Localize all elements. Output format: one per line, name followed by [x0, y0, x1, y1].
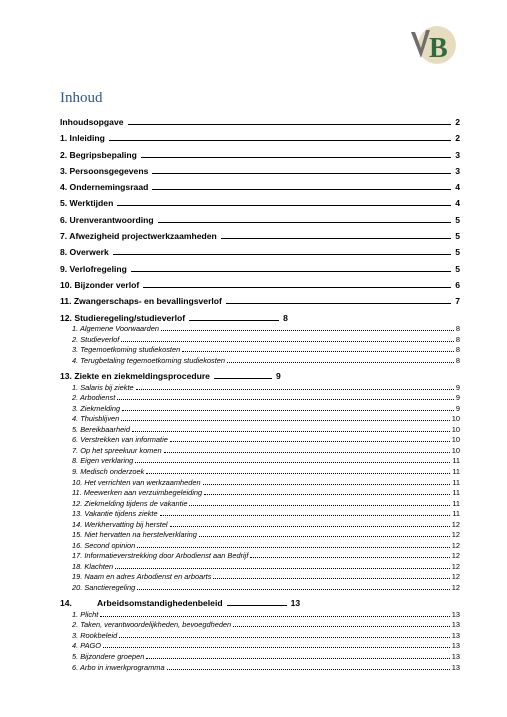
toc-entry[interactable]: [60, 225, 460, 241]
toc-entry-page: 2: [455, 117, 460, 127]
toc-subentry-page: 11: [452, 477, 460, 487]
toc-subentry-label: 1. Salaris bij ziekte: [72, 382, 134, 392]
toc-subentry-label: 6. Verstrekken van informatie: [72, 435, 168, 445]
toc-entry-label: 11. Zwangerschaps- en bevallingsverlof: [60, 296, 222, 307]
toc-subentry[interactable]: [60, 323, 460, 334]
toc-section-14[interactable]: [60, 592, 460, 608]
toc-subentry-page: 12: [451, 582, 460, 592]
toc-subentry[interactable]: [60, 381, 460, 392]
toc-subentry-page: 13: [451, 620, 460, 630]
toc-entry-label: 6. Urenverantwoording: [60, 214, 154, 225]
toc-subentry-label: 17. Informatieverstrekking door Arbodienst aan Bedrijf: [72, 551, 249, 561]
toc-subentry-page: 11: [452, 509, 460, 519]
toc-subentry[interactable]: [60, 344, 460, 355]
toc-subentry-label: 19. Naam en adres Arbodienst en arboarts: [72, 572, 212, 582]
toc-subentry-label: 2. Studieverlof: [72, 334, 120, 344]
toc-entry-page: 7: [455, 296, 460, 307]
toc-entry[interactable]: [60, 127, 460, 143]
toc-subentry-label: 4. Terugbetaling tegemoetkoming studiekosten: [72, 355, 225, 365]
toc-entry-page: 3: [455, 149, 460, 160]
toc-subentry-page: 9: [455, 403, 460, 413]
toc-subentry-page: 12: [451, 572, 460, 582]
table-of-contents: [60, 110, 460, 672]
toc-entry-label: 1. Inleiding: [60, 133, 105, 144]
toc-subentry-page: 10: [451, 424, 460, 434]
toc-subentry[interactable]: [60, 333, 460, 344]
toc-entry[interactable]: [60, 176, 460, 192]
toc-subentry-label: 16. Second opinion: [72, 540, 136, 550]
toc-entry-label: 10. Bijzonder verlof: [60, 279, 140, 290]
toc-entry-label: 7. Afwezigheid projectwerkzaamheden: [60, 231, 217, 242]
toc-entry-page: 5: [455, 231, 460, 242]
toc-subentry[interactable]: [60, 402, 460, 413]
toc-entry-page: 2: [455, 133, 460, 144]
toc-entry[interactable]: [60, 290, 460, 306]
toc-entry[interactable]: [60, 110, 460, 127]
svg-text:B: B: [429, 33, 448, 64]
toc-subentry-page: 11: [452, 466, 460, 476]
toc-entry-page: 5: [455, 247, 460, 258]
toc-subentry-label: 3. Ziekmelding: [72, 403, 121, 413]
toc-subentry-label: 4. PAGO: [72, 641, 102, 651]
toc-subentry[interactable]: [60, 661, 460, 672]
toc-subentry-label: 18. Klachten: [72, 561, 114, 571]
toc-subentry[interactable]: [60, 354, 460, 365]
toc-subentry[interactable]: [60, 487, 460, 498]
toc-entry-page: 3: [455, 165, 460, 176]
toc-subentry-page: 13: [451, 662, 460, 672]
toc-subentry-label: 1. Algemene Voorwaarden: [72, 324, 159, 334]
toc-subentry[interactable]: [60, 423, 460, 434]
toc-subentry-label: 9. Medisch onderzoek: [72, 466, 145, 476]
toc-subentry-page: 8: [455, 334, 460, 344]
toc-subentry[interactable]: [60, 650, 460, 661]
toc-subentry-label: 2. Arbodienst: [72, 393, 116, 403]
toc-entry-page: 13: [290, 598, 301, 609]
toc-entry-page: 8: [283, 312, 288, 323]
toc-subentry-page: 13: [451, 652, 460, 662]
toc-subentry-page: 12: [451, 540, 460, 550]
toc-entry-label: 12. Studieregeling/studieverlof: [60, 312, 186, 323]
toc-subentry[interactable]: [60, 476, 460, 487]
toc-subentry-label: 5. Bereikbaarheid: [72, 424, 130, 434]
toc-entry-label: Inhoudsopgave: [60, 117, 124, 127]
toc-subentry-page: 12: [451, 519, 460, 529]
toc-subentry-label: 11. Meewerken aan verzuimbegeleiding: [72, 488, 203, 498]
toc-entry[interactable]: [60, 274, 460, 290]
toc-subentry[interactable]: [60, 455, 460, 466]
toc-subentry-page: 8: [455, 345, 460, 355]
toc-subentry-label: 10. Het verrichten van werkzaamheden: [72, 477, 201, 487]
toc-subentry[interactable]: [60, 413, 460, 424]
toc-subentry-label: 3. Tegemoetkoming studiekosten: [72, 345, 181, 355]
toc-subentry-label: 6. Arbo in inwerkprogramma: [72, 662, 165, 672]
toc-subentry-page: 13: [451, 630, 460, 640]
toc-subentry[interactable]: [60, 392, 460, 403]
toc-subentry-page: 9: [455, 382, 460, 392]
toc-entry-page: 4: [455, 198, 460, 209]
toc-entry-label: 9. Verlofregeling: [60, 263, 127, 274]
toc-subentry-label: 4. Thuisblijven: [72, 414, 120, 424]
toc-entry-label: 8. Overwerk: [60, 247, 109, 258]
toc-subentry-page: 11: [452, 498, 460, 508]
toc-entry-page: 4: [455, 182, 460, 193]
toc-subentry[interactable]: [60, 619, 460, 630]
toc-subentry-page: 12: [451, 530, 460, 540]
toc-subentry-page: 10: [451, 414, 460, 424]
toc-entry-label: Arbeidsomstandighedenbeleid: [97, 598, 223, 609]
toc-entry[interactable]: [60, 241, 460, 257]
toc-subentry-label: 12. Ziekmelding tijdens de vakantie: [72, 498, 188, 508]
toc-entry-label: 5. Werktijden: [60, 198, 114, 209]
toc-subentry-label: 13. Vakantie tijdens ziekte: [72, 509, 158, 519]
toc-entry-page: 9: [275, 371, 281, 382]
toc-entry-label: 4. Ondernemingsraad: [60, 182, 149, 193]
toc-subentry[interactable]: [60, 529, 460, 540]
toc-entry-page: 5: [455, 214, 460, 225]
toc-subentry[interactable]: [60, 518, 460, 529]
toc-entry[interactable]: [60, 160, 460, 176]
toc-entry[interactable]: [60, 257, 460, 273]
vb-logo-icon: [408, 24, 458, 68]
toc-entry-page: 6: [455, 279, 460, 290]
toc-subentry-label: 20. Sanctieregeling: [72, 582, 136, 592]
toc-subentry[interactable]: [60, 640, 460, 651]
toc-subentry[interactable]: [60, 550, 460, 561]
toc-subentry-label: 8. Eigen verklaring: [72, 456, 134, 466]
toc-subentry-label: 2. Taken, verantwoordelijkheden, bevoegdheden: [72, 620, 232, 630]
toc-section-12[interactable]: [60, 306, 460, 322]
toc-subentry-page: 9: [455, 393, 460, 403]
toc-subentry-label: 14. Werkhervatting bij herstel: [72, 519, 168, 529]
toc-subentry-page: 12: [451, 551, 460, 561]
toc-subentry[interactable]: [60, 629, 460, 640]
toc-subentry-page: 11: [452, 456, 460, 466]
toc-section-13[interactable]: [60, 365, 460, 381]
toc-subentry[interactable]: [60, 539, 460, 550]
toc-subentry[interactable]: [60, 581, 460, 592]
toc-subentry[interactable]: [60, 508, 460, 519]
toc-subentry-page: 13: [451, 641, 460, 651]
toc-subentry-page: 10: [451, 445, 460, 455]
toc-entry[interactable]: [60, 143, 460, 159]
toc-subentry-label: 5. Bijzondere groepen: [72, 652, 145, 662]
toc-subentry[interactable]: [60, 444, 460, 455]
toc-entry-number: 14.: [60, 598, 72, 609]
toc-entry-label: 3. Persoonsgegevens: [60, 165, 149, 176]
toc-entry[interactable]: [60, 192, 460, 208]
toc-subentry-page: 11: [452, 488, 460, 498]
toc-entry[interactable]: [60, 208, 460, 224]
toc-entry-label: 2. Begripsbepaling: [60, 149, 137, 160]
toc-entry-label: 13. Ziekte en ziekmeldingsprocedure: [60, 371, 210, 382]
toc-subentry[interactable]: [60, 465, 460, 476]
toc-subentry-page: 10: [451, 435, 460, 445]
toc-subentry-label: 15. Niet hervatten na herstelverklaring: [72, 530, 197, 540]
toc-subentry-label: 3. Rookbeleid: [72, 630, 118, 640]
toc-subentry-page: 13: [451, 609, 460, 619]
toc-entry-page: 5: [455, 263, 460, 274]
toc-subentry-page: 8: [455, 324, 460, 334]
toc-subentry[interactable]: [60, 560, 460, 571]
toc-subentry[interactable]: [60, 434, 460, 445]
toc-subentry-label: 7. Op het spreekuur komen: [72, 445, 162, 455]
toc-subentry-page: 12: [451, 561, 460, 571]
toc-subentry-page: 8: [455, 355, 460, 365]
page-title: Inhoud: [60, 90, 103, 106]
toc-subentry[interactable]: [60, 571, 460, 582]
toc-subentry[interactable]: [60, 497, 460, 508]
toc-subentry-label: 1. Plicht: [72, 609, 99, 619]
toc-subentry[interactable]: [60, 608, 460, 619]
